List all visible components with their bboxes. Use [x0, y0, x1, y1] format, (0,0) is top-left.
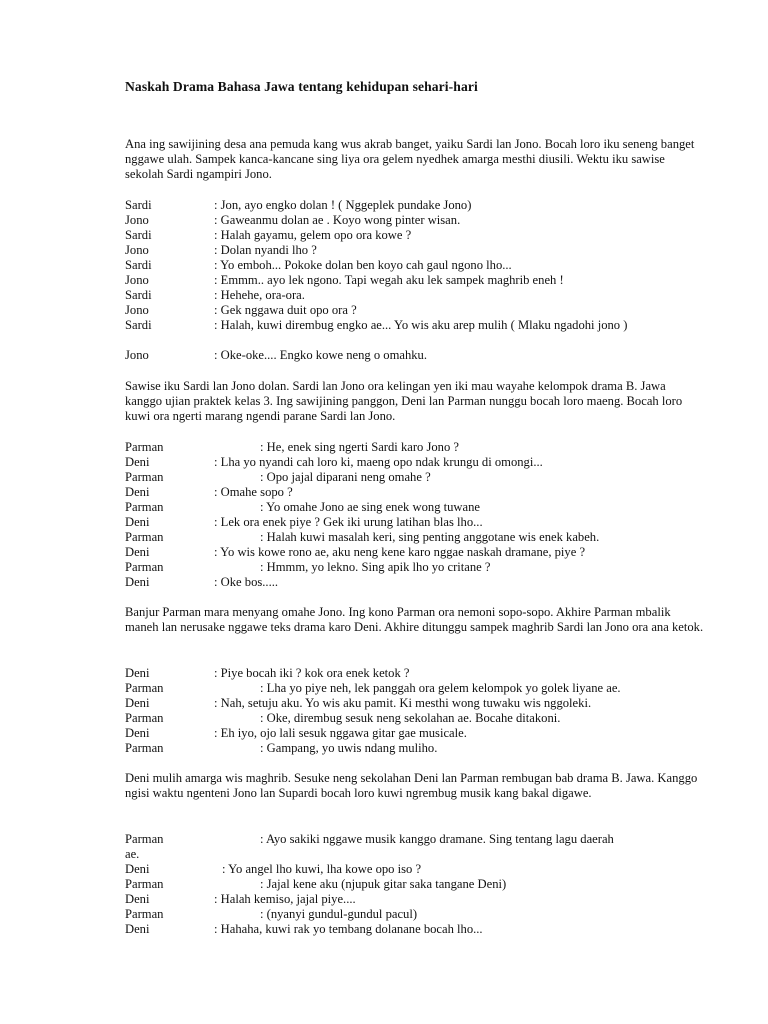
- dialog-text: : Gaweanmu dolan ae . Koyo wong pinter wisan.: [214, 213, 461, 227]
- speaker-name: Parman: [125, 681, 164, 695]
- document-title: Naskah Drama Bahasa Jawa tentang kehidupan sehari-hari: [125, 79, 478, 94]
- dialog-text: : Hmmm, yo lekno. Sing apik lho yo critane ?: [260, 560, 491, 574]
- dialog-line: [125, 470, 725, 485]
- dialog-text-continuation: ae.: [125, 847, 140, 861]
- dialog-line: [125, 907, 725, 922]
- dialog-line: [125, 892, 725, 907]
- dialog-line: [125, 348, 725, 363]
- speaker-name: Sardi: [125, 288, 152, 302]
- dialog-text: : Jon, ayo engko dolan ! ( Nggeplek pundake Jono): [214, 198, 472, 212]
- dialog-line: [125, 696, 725, 711]
- paragraph-3: Banjur Parman mara menyang omahe Jono. Ing kono Parman ora nemoni sopo-sopo. Akhire Parman mbalik maneh lan nerusake nggawe teks drama karo Deni. Akhire ditunggu sampek maghrib Sardi lan Jono ora ana ketok.: [125, 605, 704, 634]
- dialog-text: : Omahe sopo ?: [214, 485, 293, 499]
- speaker-name: Parman: [125, 877, 164, 891]
- speaker-name: Sardi: [125, 318, 152, 332]
- dialog-text: : Jajal kene aku (njupuk gitar saka tangane Deni): [260, 877, 507, 891]
- speaker-name: Deni: [125, 696, 150, 710]
- dialog-sardi-jono: [125, 198, 725, 363]
- speaker-name: Deni: [125, 515, 150, 529]
- speaker-name: Deni: [125, 862, 150, 876]
- dialog-text: : He, enek sing ngerti Sardi karo Jono ?: [260, 440, 460, 454]
- dialog-text: : Eh iyo, ojo lali sesuk nggawa gitar gae musicale.: [214, 726, 467, 740]
- dialog-line: [125, 500, 725, 515]
- dialog-line: [125, 560, 725, 575]
- speaker-name: Deni: [125, 545, 150, 559]
- dialog-line: [125, 318, 725, 348]
- dialog-text: : (nyanyi gundul-gundul pacul): [260, 907, 418, 921]
- speaker-name: Parman: [125, 741, 164, 755]
- dialog-line: [125, 726, 725, 741]
- dialog-line: [125, 530, 725, 545]
- speaker-name: Jono: [125, 213, 149, 227]
- dialog-line: [125, 877, 725, 892]
- dialog-text: : Piye bocah iki ? kok ora enek ketok ?: [214, 666, 410, 680]
- dialog-text: : Opo jajal diparani neng omahe ?: [260, 470, 431, 484]
- dialog-line: [125, 288, 725, 303]
- speaker-name: Parman: [125, 711, 164, 725]
- speaker-name: Jono: [125, 273, 149, 287]
- dialog-line: [125, 922, 725, 937]
- dialog-line: [125, 711, 725, 726]
- dialog-text: : Yo emboh... Pokoke dolan ben koyo cah gaul ngono lho...: [214, 258, 512, 272]
- speaker-name: Parman: [125, 832, 164, 846]
- dialog-line: [125, 545, 725, 560]
- dialog-line: [125, 666, 725, 681]
- dialog-text: : Hahaha, kuwi rak yo tembang dolanane bocah lho...: [214, 922, 483, 936]
- speaker-name: Jono: [125, 243, 149, 257]
- speaker-name: Deni: [125, 922, 150, 936]
- dialog-line: [125, 741, 725, 756]
- speaker-name: Parman: [125, 440, 164, 454]
- dialog-text: : Halah kemiso, jajal piye....: [214, 892, 356, 906]
- speaker-name: Deni: [125, 485, 150, 499]
- dialog-line: [125, 681, 725, 696]
- dialog-text: : Yo angel lho kuwi, lha kowe opo iso ?: [222, 862, 422, 876]
- speaker-name: Parman: [125, 530, 164, 544]
- dialog-text: : Oke bos.....: [214, 575, 279, 589]
- dialog-line: [125, 303, 725, 318]
- paragraph-intro: Ana ing sawijining desa ana pemuda kang wus akrab banget, yaiku Sardi lan Jono. Bocah loro iku seneng banget nggawe ulah. Sampek kanca-kancane sing liya ora gelem nyedhek amarga mesthi diusili. Wektu iku sawise sekolah Sardi ngampiri Jono.: [125, 137, 695, 181]
- dialog-text: : Hehehe, ora-ora.: [214, 288, 305, 302]
- speaker-name: Sardi: [125, 258, 152, 272]
- speaker-name: Sardi: [125, 228, 152, 242]
- dialog-text: : Oke, dirembug sesuk neng sekolahan ae. Bocahe ditakoni.: [260, 711, 561, 725]
- dialog-text: : Gampang, yo uwis ndang muliho.: [260, 741, 438, 755]
- speaker-name: Jono: [125, 348, 149, 362]
- dialog-line: [125, 258, 725, 273]
- dialog-text: : Emmm.. ayo lek ngono. Tapi wegah aku lek sampek maghrib eneh !: [214, 273, 564, 287]
- dialog-text: : Lha yo nyandi cah loro ki, maeng opo ndak krungu di omongi...: [214, 455, 543, 469]
- speaker-name: Deni: [125, 666, 150, 680]
- dialog-line: [125, 455, 725, 470]
- dialog-line: [125, 213, 725, 228]
- dialog-text: : Halah gayamu, gelem opo ora kowe ?: [214, 228, 412, 242]
- dialog-text: : Halah kuwi masalah keri, sing penting anggotane wis enek kabeh.: [260, 530, 600, 544]
- dialog-line: [125, 485, 725, 500]
- dialog-parman-deni-3: [125, 832, 725, 937]
- dialog-text: : Nah, setuju aku. Yo wis aku pamit. Ki mesthi wong tuwaku wis nggoleki.: [214, 696, 592, 710]
- speaker-name: Parman: [125, 500, 164, 514]
- dialog-text: : Lha yo piye neh, lek panggah ora gelem kelompok yo golek liyane ae.: [260, 681, 621, 695]
- speaker-name: Parman: [125, 560, 164, 574]
- dialog-text: : Yo omahe Jono ae sing enek wong tuwane: [260, 500, 481, 514]
- dialog-line: [125, 243, 725, 258]
- dialog-text: : Lek ora enek piye ? Gek iki urung latihan blas lho...: [214, 515, 483, 529]
- dialog-text: : Dolan nyandi lho ?: [214, 243, 317, 257]
- dialog-text: : Halah, kuwi dirembug engko ae... Yo wis aku arep mulih ( Mlaku ngadohi jono ): [214, 318, 628, 332]
- paragraph-2: Sawise iku Sardi lan Jono dolan. Sardi lan Jono ora kelingan yen iki mau wayahe kelompok drama B. Jawa kanggo ujian praktek kelas 3. Ing sawijining panggon, Deni lan Parman nunggu bocah loro maeng. Bocah loro kuwi ora ngerti marang ngendi parane Sardi lan Jono.: [125, 379, 683, 423]
- speaker-name: Deni: [125, 455, 150, 469]
- dialog-parman-deni-1: [125, 440, 725, 590]
- speaker-name: Parman: [125, 470, 164, 484]
- dialog-text: : Oke-oke.... Engko kowe neng o omahku.: [214, 348, 427, 362]
- speaker-name: Deni: [125, 726, 150, 740]
- dialog-line: [125, 440, 725, 455]
- paragraph-4: Deni mulih amarga wis maghrib. Sesuke neng sekolahan Deni lan Parman rembugan bab drama B. Jawa. Kanggo ngisi waktu ngenteni Jono lan Supardi bocah loro kuwi ngrembug musik kang bakal digawe.: [125, 771, 698, 800]
- speaker-name: Parman: [125, 907, 164, 921]
- dialog-line: [125, 575, 725, 590]
- dialog-line: [125, 198, 725, 213]
- dialog-line: [125, 228, 725, 243]
- dialog-line: [125, 862, 725, 877]
- dialog-line: [125, 273, 725, 288]
- speaker-name: Jono: [125, 303, 149, 317]
- dialog-text: : Yo wis kowe rono ae, aku neng kene karo nggae naskah dramane, piye ?: [214, 545, 586, 559]
- dialog-parman-deni-2: [125, 666, 725, 756]
- dialog-line: [125, 515, 725, 530]
- dialog-line: Parman : Ayo sakiki nggawe musik kanggo dramane. Sing tentang lagu daerah ae.: [125, 832, 614, 861]
- speaker-name: Deni: [125, 575, 150, 589]
- speaker-name: Sardi: [125, 198, 152, 212]
- dialog-text: : Gek nggawa duit opo ora ?: [214, 303, 357, 317]
- speaker-name: Deni: [125, 892, 150, 906]
